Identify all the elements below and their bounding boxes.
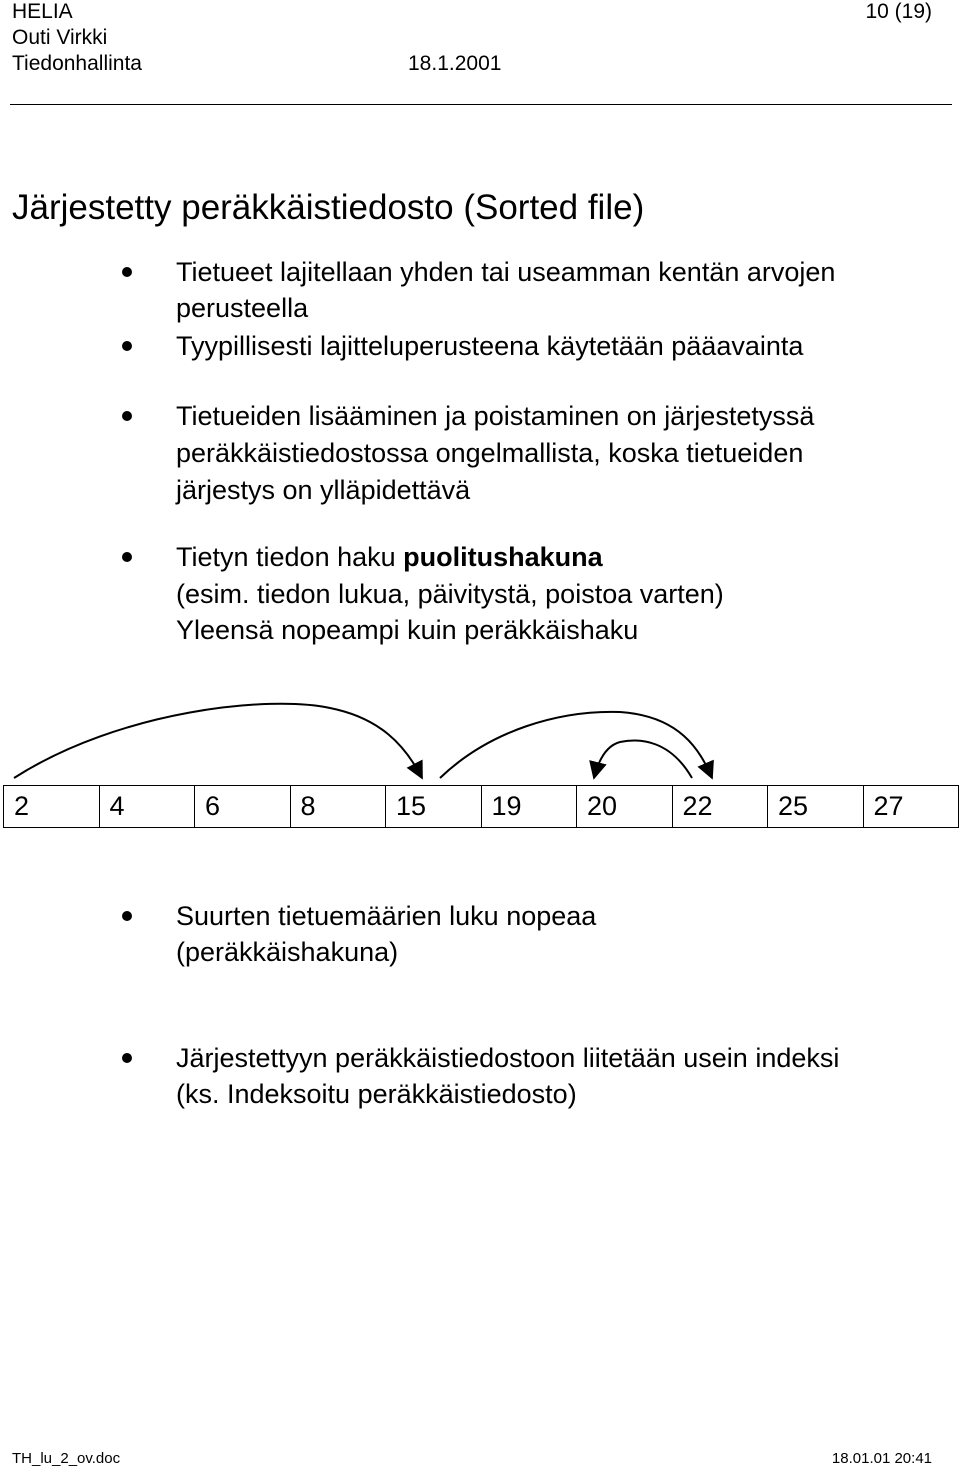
bullet-3-line-1: Tietueiden lisääminen ja poistaminen on järjestetyssä: [176, 401, 815, 431]
bullet-icon: [122, 267, 132, 277]
sorted-values-row: [3, 785, 959, 828]
bullet-1-line-1: Tietueet lajitellaan yhden tai useamman kentän arvojen: [176, 257, 836, 287]
value-cell: 2: [3, 786, 99, 827]
bullet-4-line-2: (esim. tiedon lukua, päivitystä, poistoa varten): [176, 579, 724, 609]
bullet-2-line-1: Tyypillisesti lajitteluperusteena käytetään pääavainta: [176, 331, 804, 361]
bullet-5-line-1: Suurten tietuemäärien luku nopeaa: [176, 901, 597, 931]
value-cell: 27: [863, 786, 960, 827]
value-cell: 15: [385, 786, 481, 827]
bullet-icon: [122, 552, 132, 562]
bullet-3-line-3: järjestys on ylläpidettävä: [176, 475, 471, 505]
bullet-6-line-1: Järjestettyyn peräkkäistiedostoon liitetään usein indeksi: [176, 1043, 840, 1073]
value-cell: 19: [481, 786, 577, 827]
bullet-4-line-3: Yleensä nopeampi kuin peräkkäishaku: [176, 615, 639, 645]
arrow-second-jump: [440, 712, 712, 778]
bullet-icon: [122, 411, 132, 421]
bullet-icon: [122, 341, 132, 351]
value-cell: 6: [194, 786, 290, 827]
arrow-first-jump: [14, 704, 422, 778]
header-author: Outi Virkki: [12, 26, 108, 49]
footer-timestamp: 18.01.01 20:41: [831, 1450, 932, 1467]
bullet-4-bold-term: puolitushakuna: [403, 542, 603, 572]
bullet-3-line-2: peräkkäistiedostossa ongelmallista, koska tietueiden: [176, 438, 804, 468]
arrow-third-jump: [594, 741, 692, 778]
value-cell: 20: [576, 786, 672, 827]
header-org: HELIA: [12, 0, 73, 23]
header-course: Tiedonhallinta: [12, 52, 142, 75]
bullet-6-line-2: (ks. Indeksoitu peräkkäistiedosto): [176, 1079, 577, 1109]
value-cell: 8: [290, 786, 386, 827]
value-cell: 25: [767, 786, 863, 827]
header-divider: [10, 104, 952, 105]
header-page-number: 10 (19): [865, 0, 932, 23]
value-cell: 22: [672, 786, 768, 827]
page-title: Järjestetty peräkkäistiedosto (Sorted file): [12, 188, 645, 227]
bullet-4-line-1: [176, 539, 603, 575]
header-date: 18.1.2001: [408, 52, 502, 75]
binary-search-arrows: [0, 690, 960, 790]
bullet-4-prefix: Tietyn tiedon haku: [176, 542, 404, 572]
bullet-1-line-2: perusteella: [176, 293, 309, 323]
footer-file-name: TH_lu_2_ov.doc: [12, 1450, 121, 1467]
bullet-icon: [122, 911, 132, 921]
value-cell: 4: [99, 786, 195, 827]
bullet-5-line-2: (peräkkäishakuna): [176, 937, 399, 967]
bullet-icon: [122, 1053, 132, 1063]
